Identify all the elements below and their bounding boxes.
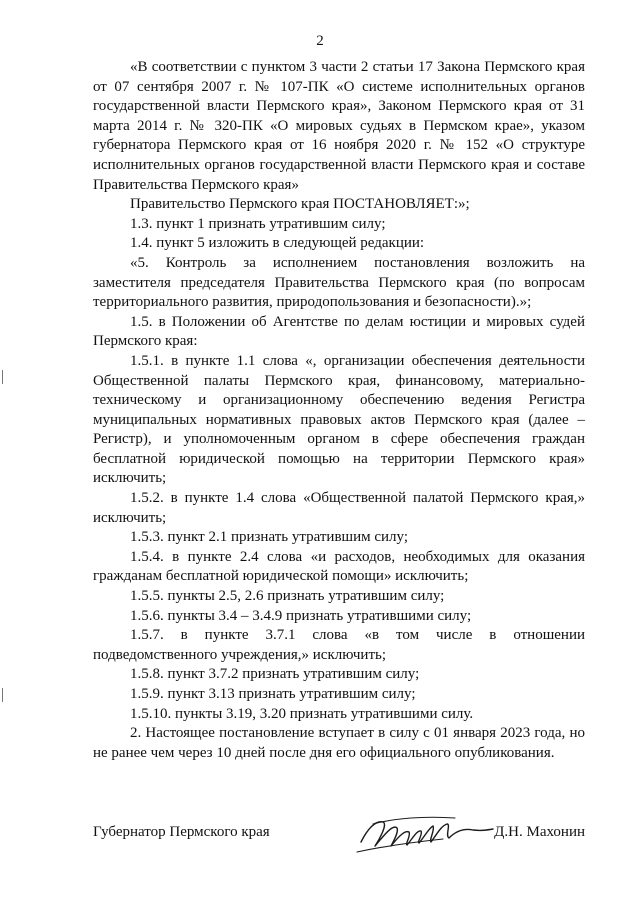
document-body [93,58,585,763]
paragraph-1-5-6: 1.5.6. пункты 3.4 – 3.4.9 признать утратившими силу; [130,607,472,624]
paragraph-2-effective-date: 2. Настоящее постановление вступает в силу с 01 января 2023 года, но не ранее чем через 10 дней после дня его официального опубликования. [93,725,585,761]
page-number: 2 [316,33,324,49]
paragraph-1-5-9: 1.5.9. пункт 3.13 признать утратившим силу; [130,686,416,702]
signer-name: Д.Н. Махонин [494,824,585,840]
paragraph-1-5-8: 1.5.8. пункт 3.7.2 признать утратившим силу; [130,666,420,683]
scan-edge-mark [2,370,3,384]
paragraph-1-5-7: 1.5.7. в пункте 3.7.1 слова «в том числе в отношении подведомственного учреждения,» исключить; [93,627,585,663]
paragraph-1-5-4: 1.5.4. в пункте 2.4 слова «и расходов, необходимых для оказания гражданам бесплатной юридической помощи» исключить; [93,548,585,585]
signature-block [93,818,585,850]
paragraph-1-5-5: 1.5.5. пункты 2.5, 2.6 признать утратившим силу; [130,588,445,605]
paragraph-1-5-2: 1.5.2. в пункте 1.4 слова «Общественной палатой Пермского края,» исключить; [93,490,585,526]
paragraph-1-4: 1.4. пункт 5 изложить в следующей редакции: [130,235,425,252]
paragraph-1-5-1: 1.5.1. в пункте 1.1 слова «, организации обеспечения деятельности Общественной палаты Пермского края, финансовому, материально-техническому и организационному обеспечению ведения Регистра муниципальных нормативных правовых актов Пермского края (далее – Регистр), и уполномоченным органом в сфере обеспечения граждан бесплатной юридической помощью на территории Пермского края» исключить; [93,352,585,487]
signer-position: Губернатор Пермского края [93,824,270,840]
paragraph-1-5: 1.5. в Положении об Агентстве по делам юстиции и мировых судей Пермского края: [93,313,585,350]
paragraph-item-5: «5. Контроль за исполнением постановления возложить на заместителя председателя Правительства Пермского края (по вопросам территориального развития, природопользования и безопасности).»; [93,254,585,311]
paragraph-resolves: Правительство Пермского края ПОСТАНОВЛЯЕТ:»; [130,196,470,213]
paragraph-preamble: «В соответствии с пунктом 3 части 2 статьи 17 Закона Пермского края от 07 сентября 2007 г. № 107-ПК «О системе исполнительных органов государственной власти Пермского края», Законом Пермского края от 31 марта 2014 г. № 320-ПК «О мировых судьях в Пермском крае», указом губернатора Пермского края от 16 ноября 2020 г. № 152 «О структуре исполнительных органов государственной власти Пермского края и составе Правительства Пермского края» [93,59,585,193]
scan-edge-mark [2,688,3,702]
paragraph-1-5-10: 1.5.10. пункты 3.19, 3.20 признать утратившими силу. [130,705,474,722]
paragraph-1-3: 1.3. пункт 1 признать утратившим силу; [130,215,386,232]
handwritten-signature [355,812,495,856]
paragraph-1-5-3: 1.5.3. пункт 2.1 признать утратившим силу; [130,529,409,546]
